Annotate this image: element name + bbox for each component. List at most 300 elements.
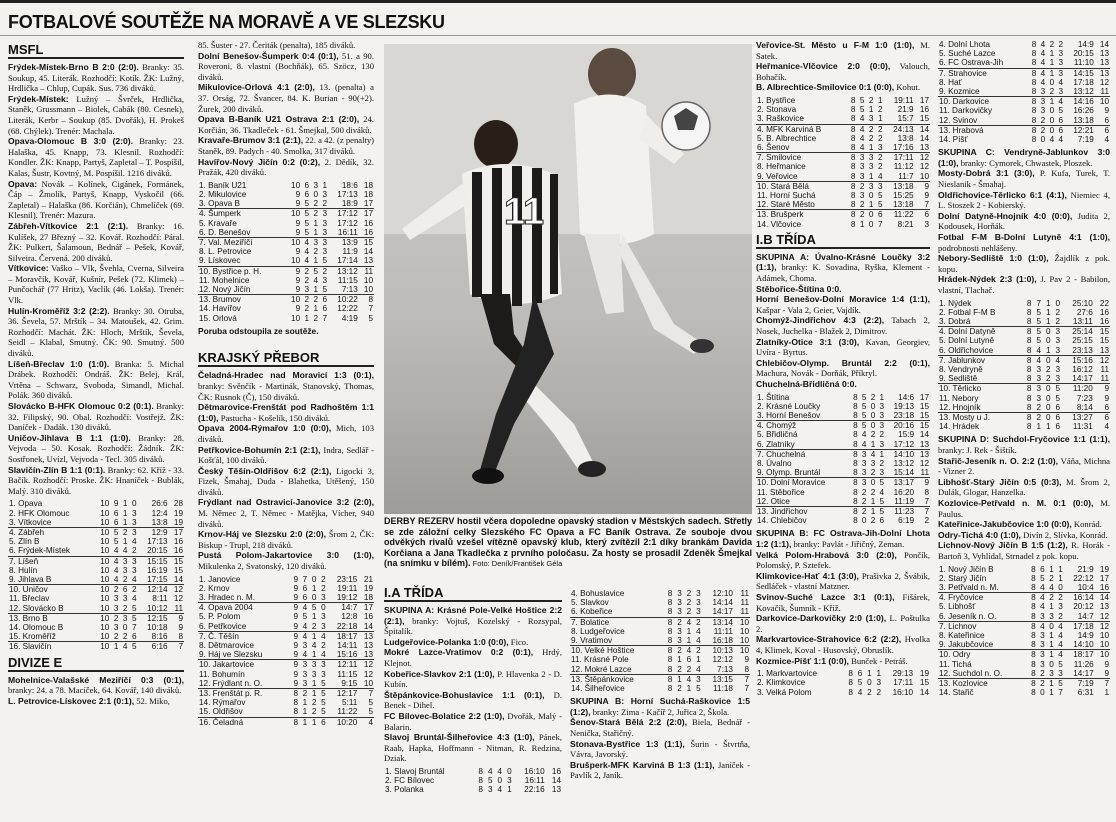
match-score: Krnov-Háj ve Slezsku 2:0 (2:0), xyxy=(198,529,326,540)
match-result xyxy=(756,337,930,358)
team-name: 10. Bystřice p. H. xyxy=(199,266,262,276)
table-cell: 4 xyxy=(131,594,137,604)
team-name: 1. Slavoj Bruntál xyxy=(385,766,445,776)
table-cell: 8 xyxy=(1028,116,1037,126)
standings-table xyxy=(938,40,1110,144)
table-row xyxy=(8,585,184,595)
match-score: Heřmanice-Vlčovice 2:0 (0:0), xyxy=(756,61,891,72)
table-cell: 21:9 xyxy=(897,105,914,115)
table-cell: 9 xyxy=(293,583,299,593)
table-cell: 12 xyxy=(919,153,929,163)
match-result xyxy=(938,211,1110,232)
team-name: 7. Strahovice xyxy=(939,68,987,78)
match-result xyxy=(8,136,184,178)
match-score: Mokré Lazce-Vratimov 0:2 (0:1), xyxy=(384,647,534,658)
match-details: branky: Zima - Kačíř 2, Juřica 2, Škola. xyxy=(590,706,730,717)
table-cell: 4 xyxy=(1058,650,1063,660)
table-cell: 11:22 xyxy=(327,707,359,717)
table-cell: 5 xyxy=(1058,678,1063,688)
table-cell: 14:10 xyxy=(893,449,915,459)
table-cell: 8 xyxy=(1023,374,1033,384)
table-cell: 10 xyxy=(291,237,301,247)
table-cell: 14 xyxy=(1099,40,1109,49)
team-name: 8. Kateřinice xyxy=(939,630,985,640)
table-cell: 5 xyxy=(487,776,493,786)
table-cell: 2 xyxy=(859,497,868,507)
table-cell: 8 xyxy=(1031,135,1037,145)
table-row xyxy=(8,518,184,528)
team-name: 10. Stará Bělá xyxy=(757,181,809,191)
table-cell: 5 xyxy=(696,684,701,694)
table-row xyxy=(198,285,374,295)
table-cell: 1 xyxy=(1045,422,1051,432)
table-cell: 8 xyxy=(853,449,858,459)
table-cell: 3 xyxy=(122,565,128,575)
table-cell: 16 xyxy=(169,546,184,556)
table-cell: 3 xyxy=(876,678,881,688)
team-name: 1. Bystřice xyxy=(757,95,796,105)
match-result xyxy=(384,605,562,637)
match-details: Divín 2, Slívka, Konrád. xyxy=(1020,529,1108,540)
table-cell: 0 xyxy=(1045,412,1051,422)
match-result xyxy=(938,456,1110,477)
table-cell: 5 xyxy=(1036,336,1042,346)
table-row xyxy=(8,623,184,632)
team-name: 8. L. Petrovice xyxy=(199,247,252,257)
table-cell: 4 xyxy=(1055,640,1064,650)
section-title: MSFL xyxy=(8,42,184,59)
table-cell: 4 xyxy=(859,133,865,143)
table-cell: 1 xyxy=(1049,602,1054,612)
table-cell: 12:21 xyxy=(1073,125,1094,135)
table-cell: 6 xyxy=(879,516,885,526)
match-result xyxy=(938,274,1110,295)
table-cell: 10 xyxy=(359,285,374,295)
table-cell: 3 xyxy=(1040,650,1045,660)
table-cell: 10:22 xyxy=(337,295,358,305)
team-name: 10. Velké Hoštice xyxy=(571,646,635,656)
table-row xyxy=(756,105,930,114)
match-details: P. Kufa, Turek, T. Nieslanik - Šmahaj. xyxy=(938,168,1110,190)
table-row xyxy=(938,49,1110,58)
table-cell: 3 xyxy=(131,527,137,537)
table-cell: 1 xyxy=(322,180,328,190)
team-name: 7. Jablunkov xyxy=(939,355,985,365)
table-cell: 11 xyxy=(740,598,749,608)
table-row xyxy=(8,604,184,614)
team-name: 13. Jindřichov xyxy=(757,506,808,516)
table-row xyxy=(198,660,374,670)
table-cell: 2 xyxy=(879,430,885,440)
match-score: Šenov-Stará Bělá 2:2 (2:0), xyxy=(570,717,687,728)
table-cell: 6 xyxy=(1055,422,1061,432)
results-block xyxy=(384,605,562,764)
team-name: 9. Olymp. Bruntál xyxy=(756,468,850,478)
table-cell: 0 xyxy=(122,622,128,632)
team-name: 6. Kobeřice xyxy=(570,607,664,617)
table-cell: 8 xyxy=(667,589,673,598)
team-name: 12. Frýdlant n. O. xyxy=(198,679,290,689)
match-score: Líšeň-Břeclav 1:0 (1:0). xyxy=(8,358,110,369)
match-result xyxy=(8,62,184,94)
team-name: 11. Stěbořice xyxy=(757,487,805,497)
table-cell: 4 xyxy=(299,650,308,660)
match-details: Hrdý, Klejnot. xyxy=(384,647,562,668)
table-cell: 9 xyxy=(293,612,299,622)
table-cell: 3 xyxy=(313,180,319,190)
table-cell: 2 xyxy=(924,516,929,526)
table-cell: 4 xyxy=(1058,621,1063,631)
table-cell: 2 xyxy=(877,105,883,115)
table-cell: 8 xyxy=(1031,106,1037,116)
photo-caption xyxy=(384,516,752,570)
match-details: Niemiec 4, L. Stoszek 2 - Kobierský. xyxy=(938,189,1110,211)
table-cell: 0 xyxy=(1046,116,1055,126)
table-cell: 8 xyxy=(853,506,858,516)
table-row xyxy=(8,556,184,566)
table-cell: 6:16 xyxy=(151,642,168,652)
team-name: 13. Brumov xyxy=(199,295,241,305)
table-cell: 7 xyxy=(924,506,929,516)
table-cell: 11 xyxy=(1100,364,1109,374)
table-cell: 11:22 xyxy=(893,210,914,220)
match-score: Havířov-Nový Jičín 0:2 (0:2), xyxy=(198,156,321,167)
table-row xyxy=(756,153,930,163)
match-result xyxy=(938,434,1110,455)
table-cell: 25:10 xyxy=(1072,298,1093,308)
table-cell: 2 xyxy=(877,124,883,134)
table-cell: 0 xyxy=(1055,583,1064,593)
match-score: Pustá Polom-Jakartovice 3:0 (1:0), xyxy=(198,550,374,561)
table-cell: 8 xyxy=(1026,422,1032,432)
table-row xyxy=(938,631,1110,640)
table-row xyxy=(938,583,1110,593)
table-cell: 10 xyxy=(915,172,930,182)
table-row xyxy=(198,190,374,199)
team-name: 14. Havířov xyxy=(199,304,241,314)
table-cell: 13:27 xyxy=(1072,412,1093,422)
match-score: Opava 2004-Rýmařov 1:0 (0:0), xyxy=(198,423,332,434)
table-cell: 8 xyxy=(850,411,859,421)
table-row xyxy=(570,598,750,607)
match-score: Kozlovice-Petřvald n. M. 0:1 (0:0), xyxy=(938,497,1094,508)
match-result xyxy=(8,401,184,433)
table-cell: 7 xyxy=(915,497,930,507)
table-cell: 15 xyxy=(173,565,183,575)
match-details: Pončík, Polomský, P. Sztefek. xyxy=(756,549,930,571)
standings-table xyxy=(938,299,1110,432)
table-cell: 2 xyxy=(870,392,876,402)
team-name: 8. Hať xyxy=(939,77,962,87)
match-result xyxy=(570,717,750,738)
table-cell: 0 xyxy=(507,766,512,776)
table-row xyxy=(198,237,374,247)
table-cell: 8 xyxy=(1031,659,1036,669)
table-cell: 10 xyxy=(358,679,374,689)
table-cell: 0 xyxy=(868,210,874,220)
table-cell: 0 xyxy=(867,411,876,421)
table-cell: 22:12 xyxy=(1073,573,1094,583)
table-cell: 3 xyxy=(879,421,885,431)
table-cell: 17 xyxy=(363,603,373,613)
table-row xyxy=(938,336,1110,345)
page-headline xyxy=(0,0,1116,36)
table-cell: 14 xyxy=(363,247,373,257)
table-cell: 24:13 xyxy=(893,124,914,134)
table-cell: 19 xyxy=(173,508,183,518)
table-cell: 5 xyxy=(113,527,119,537)
table-row xyxy=(938,650,1110,660)
table-cell: 2 xyxy=(110,632,119,642)
team-name: 12. Hnojník xyxy=(938,403,1023,413)
table-cell: 4 xyxy=(128,575,137,585)
table-row xyxy=(756,172,930,182)
table-cell: 7 xyxy=(178,642,183,652)
table-cell: 12 xyxy=(1099,77,1109,87)
table-cell: 2 xyxy=(304,275,310,285)
table-cell: 3 xyxy=(1036,393,1042,403)
table-cell: 10 xyxy=(95,632,110,642)
table-cell: 8 xyxy=(850,153,856,163)
table-cell: 3 xyxy=(1058,49,1064,59)
match-result xyxy=(384,690,562,711)
table-cell: 19:13 xyxy=(893,401,915,411)
table-cell: 6 xyxy=(857,669,863,679)
table-cell: 1 xyxy=(876,669,881,679)
table-row xyxy=(8,537,184,546)
team-name: 8. Dětmarovice xyxy=(199,641,255,651)
match-score: Kozmice-Píšť 1:1 (0:0), xyxy=(756,655,849,666)
table-cell: 5 xyxy=(313,266,319,276)
table-cell: 19:11 xyxy=(893,95,914,105)
match-details: Konrád. xyxy=(1071,519,1102,530)
team-name: 8. Heřmanice xyxy=(757,162,806,172)
table-cell: 2 xyxy=(877,133,883,143)
match-score: Petřkovice-Bohumín 2:1 (2:1), xyxy=(198,444,321,455)
table-row xyxy=(198,575,374,584)
table-cell: 2 xyxy=(868,133,874,143)
table-row xyxy=(198,181,374,190)
team-name: 5. Slavkov xyxy=(571,598,609,608)
table-cell: 3 xyxy=(122,556,128,566)
table-cell: 4 xyxy=(1046,583,1055,593)
table-cell: 16 xyxy=(359,228,374,238)
team-name: 9. Sedliště xyxy=(938,374,1023,384)
table-cell: 1 xyxy=(879,392,885,402)
match-result xyxy=(384,647,562,668)
team-name: 7. Chuchelná xyxy=(757,449,806,459)
table-cell: 5 xyxy=(1040,573,1045,583)
table-cell: 9 xyxy=(924,191,929,200)
table-cell: 5 xyxy=(321,698,326,708)
table-cell: 3 xyxy=(859,191,865,200)
table-row xyxy=(198,698,374,707)
table-cell: 8 xyxy=(853,430,858,440)
team-name: 2. Stonava xyxy=(757,105,797,115)
match-result xyxy=(570,760,750,781)
table-cell: 5 xyxy=(304,209,310,219)
team-name: 9. Vratimov xyxy=(570,636,664,646)
team-name: 5. Kravaře xyxy=(199,218,237,228)
table-cell: 4 xyxy=(1055,355,1061,365)
table-cell: 4 xyxy=(686,617,692,627)
table-cell: 2 xyxy=(677,617,682,627)
table-cell: 2 xyxy=(870,487,876,497)
table-cell: 11:26 xyxy=(1073,659,1094,669)
table-cell: 3 xyxy=(673,607,682,617)
table-cell: 15:9 xyxy=(898,430,915,440)
match-details: Mich, 103 diváků. xyxy=(198,423,374,444)
match-result xyxy=(938,519,1110,530)
table-cell: 3 xyxy=(1037,640,1046,650)
table-cell: 14:14 xyxy=(712,598,733,608)
table-cell: 2 xyxy=(311,698,317,708)
table-cell: 8 xyxy=(1023,403,1033,413)
table-cell: 1 xyxy=(299,707,308,717)
table-cell: 0 xyxy=(1049,77,1055,87)
table-cell: 1 xyxy=(113,642,119,652)
table-cell: 1 xyxy=(1045,298,1051,308)
table-cell: 10 xyxy=(291,313,301,323)
table-cell: 4 xyxy=(487,766,493,776)
table-cell: 13 xyxy=(363,631,373,641)
table-cell: 1 xyxy=(867,440,876,450)
table-row xyxy=(198,612,374,621)
table-cell: 12:10 xyxy=(712,589,733,598)
football-players-image xyxy=(384,44,752,514)
match-details: 24. Korčián, 36. Tkadleček - 61. Šmejkal, 500 diváků. xyxy=(198,114,374,135)
table-cell: 4 xyxy=(304,247,310,257)
match-details: M. Paulus. xyxy=(938,497,1110,519)
table-cell: 16:12 xyxy=(1072,364,1093,374)
table-cell: 8 xyxy=(1031,77,1037,87)
match-result xyxy=(938,168,1110,189)
table-cell: 8 xyxy=(1031,573,1036,583)
table-cell: 13:11 xyxy=(1061,317,1094,327)
table-row xyxy=(756,210,930,220)
table-cell: 2 xyxy=(322,266,328,276)
table-cell: 5 xyxy=(368,313,373,323)
table-cell: 4 xyxy=(302,603,308,613)
table-cell: 2 xyxy=(859,210,865,220)
table-cell: 7 xyxy=(368,689,373,699)
results-block xyxy=(756,252,930,390)
table-cell: 3 xyxy=(876,468,885,478)
table-cell: 29:13 xyxy=(892,669,914,679)
match-score: Lichnov-Nový Jičín B 1:5 (1:2), xyxy=(938,540,1068,551)
table-cell: 4 xyxy=(113,565,119,575)
table-cell: 5 xyxy=(876,497,885,507)
table-row xyxy=(938,299,1110,308)
team-name: 11. Horní Suchá xyxy=(757,191,816,200)
table-cell: 4 xyxy=(879,487,885,497)
table-cell: 7 xyxy=(302,574,308,584)
table-cell: 5 xyxy=(859,95,865,105)
team-name: 12. Mokré Lazce xyxy=(570,665,664,675)
table-cell: 3 xyxy=(1036,364,1042,374)
table-cell: 8 xyxy=(1028,640,1037,650)
standings-table xyxy=(198,575,374,727)
table-cell: 8 xyxy=(1028,669,1037,679)
table-cell: 4 xyxy=(110,546,119,556)
table-cell: 5 xyxy=(861,401,867,411)
team-name: 14. Stařič xyxy=(939,688,974,698)
table-cell: 8 xyxy=(850,133,856,143)
table-cell: 2 xyxy=(677,684,682,694)
team-name: 10. Darkovice xyxy=(939,97,990,107)
table-cell: 12 xyxy=(363,669,373,679)
table-cell: 4 xyxy=(1104,422,1109,432)
table-cell: 1 xyxy=(1104,688,1109,698)
match-score: Dolní Benešov-Šumperk 0:4 (0:1), xyxy=(198,50,339,61)
table-cell: 22:18 xyxy=(327,622,359,632)
table-cell: 2 xyxy=(119,575,128,585)
table-cell: 11:12 xyxy=(893,162,914,172)
table-cell: 2 xyxy=(870,516,876,526)
table-cell: 15 xyxy=(363,237,373,247)
table-cell: 3 xyxy=(1055,327,1061,337)
table-cell: 6 xyxy=(122,585,128,595)
table-cell: 1 xyxy=(677,674,682,684)
table-cell: 8:21 xyxy=(897,219,914,229)
table-cell: 10 xyxy=(100,613,110,623)
table-cell: 4 xyxy=(1037,58,1046,68)
match-details: Mikulenka 2, Svatonský, 120 diváků. xyxy=(198,561,327,572)
match-details: branky: Pavlát - Jiřičný, Zeman. xyxy=(791,538,905,549)
table-cell: 19 xyxy=(1099,564,1109,574)
team-name: 11. Břeclav xyxy=(9,594,50,604)
table-cell: 3 xyxy=(313,237,319,247)
team-name: 2. Mikulovice xyxy=(199,189,247,199)
table-cell: 1 xyxy=(1049,688,1054,698)
table-cell: 8 xyxy=(478,766,483,776)
table-cell: 8 xyxy=(293,689,299,699)
table-cell: 2 xyxy=(861,487,867,497)
match-result xyxy=(198,445,374,466)
table-cell: 5 xyxy=(877,191,883,200)
table-cell: 6 xyxy=(877,210,883,220)
table-cell: 4 xyxy=(1049,135,1055,145)
table-cell: 2 xyxy=(861,506,867,516)
team-name: 14. Olomouc B xyxy=(9,622,64,632)
table-row xyxy=(938,317,1110,327)
table-cell: 4 xyxy=(122,642,128,652)
table-cell: 5 xyxy=(1036,327,1042,337)
table-row xyxy=(570,617,750,627)
table-cell: 8 xyxy=(847,172,856,182)
table-cell: 8 xyxy=(847,200,856,210)
caption-text: hostil včera dopoledne opavský stadion v Městských sadech. Střetly se zde záložní celky Slezského FC Opava a FC Baník Ostrava. Ze souboje dvou odvěkých rivalů vzešel vítězně opavský klub, který zvítězil 2:1 díky brankám Davida Korčiana a Jana Tkadlečka z prvního poločasu. Za hosty se prosadil Zdeněk Šmejkal (na snímku v bílém). xyxy=(384,516,752,569)
table-row xyxy=(938,612,1110,622)
match-result xyxy=(8,94,184,136)
match-result xyxy=(198,82,374,114)
table-cell: 13:18 xyxy=(884,200,915,210)
table-cell: 1 xyxy=(683,636,692,646)
table-cell: 4 xyxy=(859,124,865,134)
table-cell: 4 xyxy=(1040,40,1046,49)
table-cell: 1 xyxy=(1046,640,1055,650)
team-name: 6. Šenov xyxy=(756,143,847,153)
table-cell: 2 xyxy=(868,124,874,134)
match-score: Chomýž-Jindřichov 4:3 (2:2), xyxy=(756,315,885,326)
table-cell: 5 xyxy=(317,679,326,689)
table-row xyxy=(938,574,1110,583)
match-score: Libhošť-Starý Jičín 0:5 (0:3), xyxy=(938,476,1062,487)
table-cell: 0 xyxy=(870,401,876,411)
table-cell: 2 xyxy=(313,247,319,257)
table-cell: 13 xyxy=(1099,602,1109,612)
table-cell: 26:6 xyxy=(151,499,168,509)
